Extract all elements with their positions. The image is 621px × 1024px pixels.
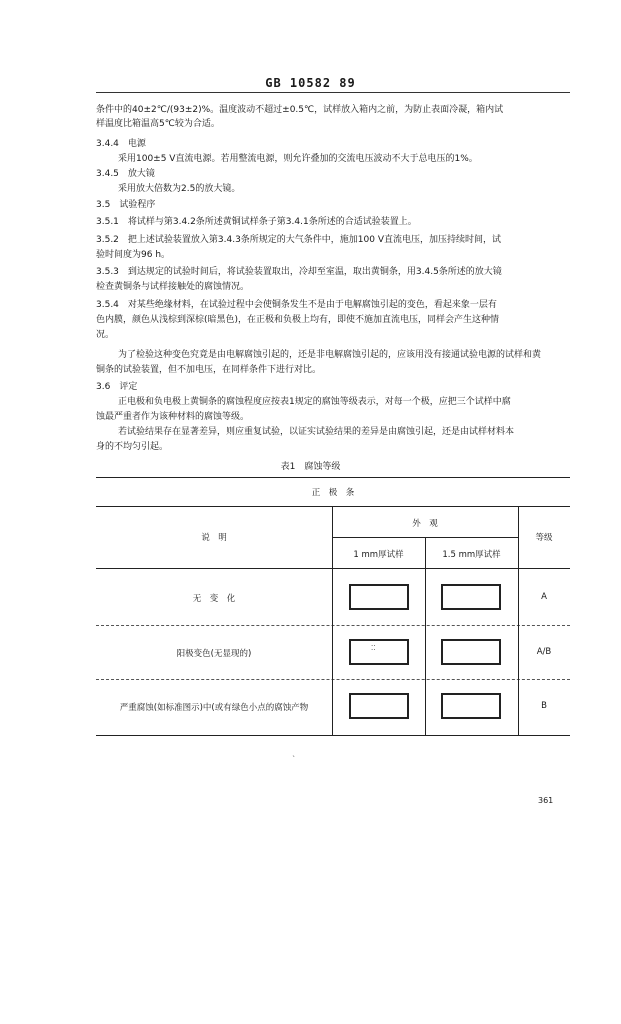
- body-line: 若试验结果存在显著差异，则应重复试验，以证实试验结果的差异是由腐蚀引起，还是由试样材料本: [118, 427, 515, 437]
- section-heading: 3.6 评定: [96, 382, 138, 392]
- column-header-sample-a: 1 mm厚试样: [353, 550, 404, 560]
- sample-b-swatch: [441, 584, 501, 610]
- body-line: 3.5.4 对某些绝缘材料，在试验过程中会使铜条发生不是由于电解腐蚀引起的变色，看起来象一层有: [96, 300, 497, 310]
- body-line: 3.5.1 将试样与第3.4.2条所述黄铜试样条子第3.4.1条所述的合适试验装置上。: [96, 217, 417, 227]
- scan-speck: ˎ: [292, 748, 296, 757]
- table-row-rule: [96, 625, 570, 626]
- body-line: 色内膜，颜色从浅棕到深棕(暗黑色)，在正极和负极上均有，即使不施加直流电压，同样会产生这种情: [96, 315, 500, 325]
- body-line: 验时间度为96 h。: [96, 250, 171, 260]
- column-header-description: 说 明: [201, 533, 227, 543]
- column-header-appearance: 外 观: [412, 519, 438, 529]
- section-heading: 3.4.5 放大镜: [96, 169, 155, 179]
- table-caption: 正 极 条: [311, 488, 355, 498]
- table-title: 表1 腐蚀等级: [280, 462, 341, 472]
- page-number: 361: [538, 796, 554, 805]
- table-rule: [96, 506, 570, 507]
- standard-number-header: GB 10582 89: [265, 76, 356, 90]
- header-rule: [96, 92, 570, 93]
- sample-a-swatch: [349, 693, 409, 719]
- table-top-rule: [96, 477, 570, 478]
- table-row-description: 严重腐蚀(如标准图示)中(或有绿色小点的腐蚀产物: [119, 703, 309, 713]
- section-heading: 3.5 试验程序: [96, 200, 156, 210]
- body-line: 3.5.2 把上述试验装置放入第3.4.3条所规定的大气条件中，施加100 V直流电压，加压持续时间，试: [96, 235, 501, 245]
- body-line: 采用放大倍数为2.5的放大镜。: [118, 184, 241, 194]
- table-row-rule: [96, 679, 570, 680]
- table-column-rule: [332, 506, 333, 735]
- body-line: 条件中的40±2℃/(93±2)%。温度波动不超过±0.5℃，试样放入箱内之前，为防止表面冷凝，箱内试: [96, 105, 504, 115]
- table-row-description: 阳极变色(无显现的): [176, 649, 252, 659]
- table-row-grade: B: [541, 701, 547, 711]
- sample-a-swatch: [349, 639, 409, 665]
- table-row-grade: A: [541, 592, 547, 602]
- table-row-description: 无 变 化: [192, 594, 236, 604]
- table-row-grade: A/B: [536, 647, 552, 657]
- column-header-grade: 等级: [535, 533, 553, 543]
- table-bottom-rule: [96, 735, 570, 736]
- body-line: 况。: [96, 330, 115, 340]
- body-line: 3.5.3 到达规定的试验时间后，将试验装置取出，冷却至室温，取出黄铜条，用3.4.5条所述的放大镜: [96, 267, 502, 277]
- body-line: 铜条的试验装置，但不加电压，在同样条件下进行对比。: [96, 365, 322, 375]
- table-header-rule: [96, 568, 570, 569]
- section-heading: 3.4.4 电源: [96, 139, 146, 149]
- sample-b-swatch: [441, 639, 501, 665]
- corrosion-mark-icon: ⁚⁚: [371, 644, 376, 652]
- body-line: 正电极和负电极上黄铜条的腐蚀程度应按表1规定的腐蚀等级表示，对每一个极，应把三个试样中腐: [118, 397, 511, 407]
- body-line: 蚀最严重者作为该种材料的腐蚀等级。: [96, 412, 250, 422]
- body-line: 为了检验这种变色究竟是由电解腐蚀引起的，还是非电解腐蚀引起的，应该用没有接通试验电源的试样和黄: [118, 350, 542, 360]
- body-line: 检查黄铜条与试样接触处的腐蚀情况。: [96, 282, 250, 292]
- body-line: 样温度比箱温高5℃较为合适。: [96, 119, 220, 129]
- sample-b-swatch: [441, 693, 501, 719]
- column-header-sample-b: 1.5 mm厚试样: [442, 550, 501, 560]
- body-line: 采用100±5 V直流电源。若用整流电源，则允许叠加的交流电压波动不大于总电压的1%。: [118, 154, 478, 164]
- table-column-rule: [425, 537, 426, 735]
- body-line: 身的不均匀引起。: [96, 442, 169, 452]
- sample-a-swatch: [349, 584, 409, 610]
